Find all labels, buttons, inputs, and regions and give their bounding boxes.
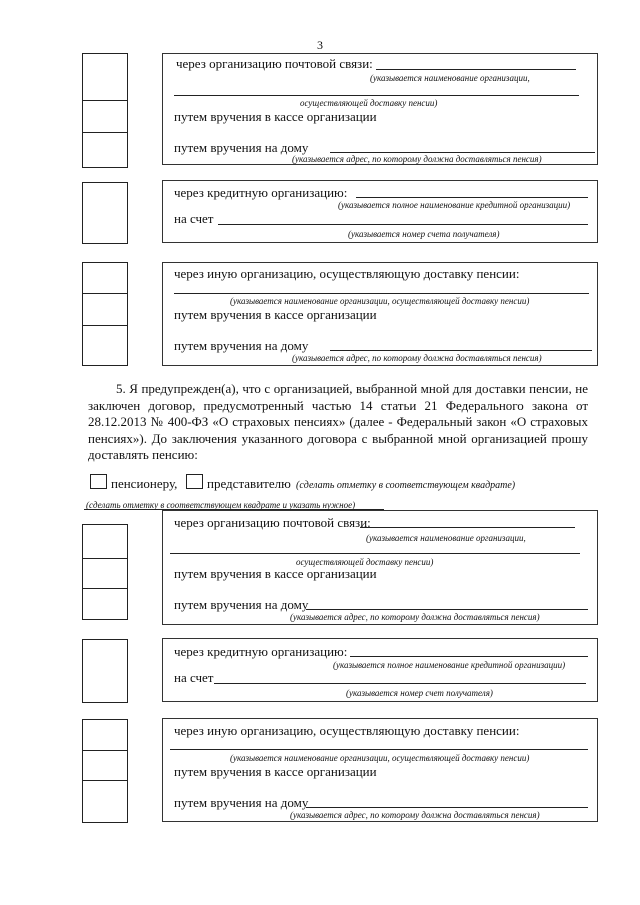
post-label-2: через организацию почтовой связи:	[174, 515, 371, 530]
post-org-line[interactable]	[376, 69, 576, 70]
other-org-line-2[interactable]	[170, 749, 588, 750]
paragraph-5	[88, 381, 588, 464]
post-cash-2: путем вручения в кассе организации	[174, 566, 377, 581]
other-home-2: путем вручения на дому	[174, 795, 309, 810]
post-note-1b: (указывается наименование организации,	[366, 533, 526, 543]
credit-note-2: (указывается полное наименование кредитной организации)	[333, 660, 566, 670]
post-note-1: (указывается наименование организации,	[370, 73, 530, 83]
other-note: (указывается наименование организации, осуществляющей доставку пенсии)	[230, 296, 530, 306]
choice-pensioner: пенсионеру,	[111, 476, 178, 491]
credit-note: (указывается полное наименование кредитной организации)	[338, 200, 571, 210]
credit-account-2: на счет	[174, 670, 214, 685]
post-org-line-2[interactable]	[174, 95, 579, 96]
post-home-line-2[interactable]	[306, 609, 588, 610]
checkbox-credit-1[interactable]	[82, 182, 128, 244]
post-org-line-b2[interactable]	[170, 553, 580, 554]
checkbox-column-other-2[interactable]	[82, 719, 128, 823]
post-home: путем вручения на дому	[174, 140, 309, 155]
post-org-line-b[interactable]	[360, 527, 575, 528]
credit-label-2: через кредитную организацию:	[174, 644, 348, 659]
credit-label: через кредитную организацию:	[174, 185, 348, 200]
credit-account-note-2: (указывается номер счет получателя)	[346, 688, 493, 698]
other-home: путем вручения на дому	[174, 338, 309, 353]
other-label-2: через иную организацию, осуществляющую доставку пенсии:	[174, 723, 520, 738]
checkbox-pensioner[interactable]	[90, 474, 107, 489]
choice-representative: представителю	[207, 476, 291, 491]
other-note-2: (указывается наименование организации, осуществляющей доставку пенсии)	[230, 753, 530, 763]
other-cash-2: путем вручения в кассе организации	[174, 764, 377, 779]
checkbox-credit-2[interactable]	[82, 639, 128, 703]
post-home-2: путем вручения на дому	[174, 597, 309, 612]
post-label: через организацию почтовой связи:	[176, 56, 373, 71]
other-label: через иную организацию, осуществляющую доставку пенсии:	[174, 266, 520, 281]
post-note-2b: осуществляющей доставку пенсии)	[296, 557, 434, 567]
checkbox-representative[interactable]	[186, 474, 203, 489]
post-home-note-2: (указывается адрес, по которому должна доставляться пенсия)	[290, 612, 540, 622]
post-home-note: (указывается адрес, по которому должна доставляться пенсия)	[292, 154, 542, 164]
credit-org-line-2[interactable]	[350, 656, 588, 657]
credit-account-line-2[interactable]	[214, 683, 586, 684]
post-cash: путем вручения в кассе организации	[174, 109, 377, 124]
post-note-2: осуществляющей доставку пенсии)	[300, 98, 438, 108]
other-home-line-2[interactable]	[306, 807, 588, 808]
post-home-line[interactable]	[330, 152, 595, 153]
credit-account: на счет	[174, 211, 214, 226]
other-cash: путем вручения в кассе организации	[174, 307, 377, 322]
credit-account-line[interactable]	[218, 224, 588, 225]
credit-account-note: (указывается номер счета получателя)	[348, 229, 500, 239]
choice-note: (сделать отметку в соответствующем квадрате)	[296, 480, 516, 491]
other-org-line[interactable]	[174, 293, 589, 294]
paragraph-5-text: 5. Я предупрежден(а), что с организацией, выбранной мной для доставки пенсии, не заключен договор, предусмотренный частью 14 статьи 21 Федерального закона от 28.12.2013 № 400-ФЗ «О страховых пенсиях» (далее - Федеральный закон «О страховых пенсиях»). До заключения указанного договора с выбранной мной организацией прошу доставлять пенсию:	[88, 381, 588, 462]
other-home-note: (указывается адрес, по которому должна доставляться пенсия)	[292, 353, 542, 363]
mark-note: (сделать отметку в соответствующем квадрате и указать нужное)	[86, 500, 356, 510]
credit-org-line[interactable]	[356, 197, 588, 198]
other-home-note-2: (указывается адрес, по которому должна доставляться пенсия)	[290, 810, 540, 820]
other-home-line[interactable]	[330, 350, 592, 351]
checkbox-column-other-1[interactable]	[82, 262, 128, 366]
checkbox-column-post-2[interactable]	[82, 524, 128, 620]
checkbox-column-post-1[interactable]	[82, 53, 128, 168]
page-number: 3	[317, 38, 323, 52]
